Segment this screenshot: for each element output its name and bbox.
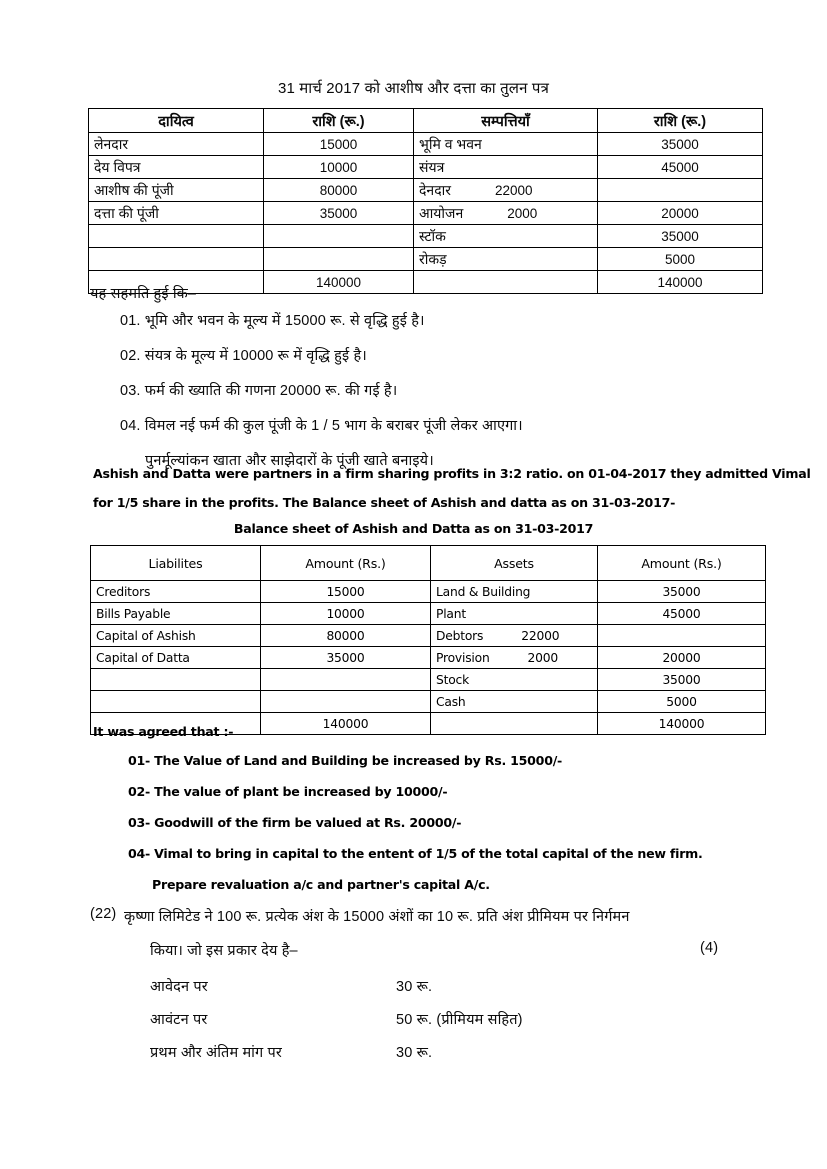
cell-asset-amount: 20000 <box>598 647 766 669</box>
table-header-row <box>91 546 766 581</box>
cell-liability: लेनदार <box>89 133 264 156</box>
question-22-number: (22) <box>90 906 117 922</box>
cell-asset <box>414 248 598 271</box>
question-22-marks: (4) <box>700 940 719 956</box>
cell-asset-label: Plant <box>436 606 466 621</box>
english-list-item-3: 03- Goodwill of the firm be valued at Rs. 20000/- <box>128 815 462 830</box>
hindi-balance-sheet-table <box>88 108 763 294</box>
cell-asset-amount: 45000 <box>598 156 763 179</box>
cell-liability-amount: 15000 <box>261 581 431 603</box>
col-header-assets-amount: Amount (Rs.) <box>598 546 766 581</box>
hindi-list-item-4: 04. विमल नई फर्म की कुल पूंजी के 1 / 5 भाग के बराबर पूंजी लेकर आएगा। <box>120 418 523 434</box>
cell-liability: Capital of Ashish <box>91 625 261 647</box>
col-header-liability-amount: राशि (रू.) <box>264 109 414 133</box>
schedule-label-first-final-call: प्रथम और अंतिम मांग पर <box>150 1045 282 1061</box>
cell-asset <box>431 713 598 735</box>
question-22-line-1: कृष्णा लिमिटेड ने 100 रू. प्रत्येक अंश के 15000 अंशों का 10 रू. प्रति अंश प्रीमियम पर निर्गमन <box>124 909 630 925</box>
hindi-agreement-intro: यह सहमति हुई कि– <box>90 286 197 302</box>
cell-liability-amount: 80000 <box>261 625 431 647</box>
cell-asset-amount: 35000 <box>598 225 763 248</box>
col-header-assets-amount: राशि (रू.) <box>598 109 763 133</box>
cell-asset-label: Cash <box>436 694 466 709</box>
hindi-balance-sheet-title: 31 मार्च 2017 को आशीष और दत्ता का तुलन पत्र <box>277 80 550 97</box>
col-header-liabilities: Liabilites <box>91 546 261 581</box>
hindi-list-item-3: 03. फर्म की ख्याति की गणना 20000 रू. की गई है। <box>120 383 398 399</box>
col-header-assets: Assets <box>431 546 598 581</box>
cell-asset <box>414 225 598 248</box>
table-row <box>89 248 763 271</box>
cell-asset <box>431 691 598 713</box>
schedule-label-allotment: आवंटन पर <box>150 1012 208 1028</box>
table-row <box>89 133 763 156</box>
cell-asset-label: Debtors <box>436 628 484 643</box>
cell-liability-amount <box>264 225 414 248</box>
english-agreement-intro: It was agreed that :- <box>93 724 234 739</box>
cell-liability <box>91 669 261 691</box>
table-row <box>91 647 766 669</box>
cell-liability-total: 140000 <box>261 713 431 735</box>
table-row <box>91 581 766 603</box>
cell-asset-label: रोकड़ <box>419 250 447 267</box>
cell-asset <box>431 603 598 625</box>
cell-asset-label: Provision <box>436 650 490 665</box>
col-header-liability: दायित्व <box>89 109 264 133</box>
cell-asset <box>431 647 598 669</box>
cell-asset <box>414 271 598 294</box>
cell-asset-amount <box>598 179 763 202</box>
cell-liability: दत्ता की पूंजी <box>89 202 264 225</box>
schedule-value-first-final-call: 30 रू. <box>396 1045 433 1061</box>
cell-liability: Bills Payable <box>91 603 261 625</box>
cell-liability-amount <box>261 669 431 691</box>
cell-asset-amount: 35000 <box>598 133 763 156</box>
english-paragraph-line-2: for 1/5 share in the profits. The Balance sheet of Ashish and datta as on 31-03-2017- <box>93 495 676 510</box>
col-header-assets: सम्पत्तियाँ <box>414 109 598 133</box>
cell-asset-amount <box>598 625 766 647</box>
cell-asset-subvalue: 22000 <box>495 182 533 198</box>
cell-liability <box>91 691 261 713</box>
cell-liability-amount <box>264 248 414 271</box>
hindi-list-item-2: 02. संयत्र के मूल्य में 10000 रू में वृद्धि हुई है। <box>120 348 367 364</box>
english-balance-sheet-title: Balance sheet of Ashish and Datta as on 31-03-2017 <box>233 521 594 536</box>
cell-asset-amount: 45000 <box>598 603 766 625</box>
cell-asset <box>414 202 598 225</box>
cell-liability <box>89 248 264 271</box>
schedule-label-application: आवेदन पर <box>150 979 208 995</box>
cell-asset-label: भूमि व भवन <box>419 135 482 152</box>
cell-asset <box>414 179 598 202</box>
cell-liability: देय विपत्र <box>89 156 264 179</box>
table-row <box>89 156 763 179</box>
cell-liability-amount: 35000 <box>264 202 414 225</box>
cell-asset-amount: 20000 <box>598 202 763 225</box>
english-list-item-2: 02- The value of plant be increased by 10000/- <box>128 784 448 799</box>
cell-asset <box>414 133 598 156</box>
cell-asset-subvalue: 2000 <box>507 205 538 221</box>
cell-asset-total: 140000 <box>598 271 763 294</box>
cell-asset <box>431 581 598 603</box>
cell-asset <box>431 669 598 691</box>
english-list-item-1: 01- The Value of Land and Building be increased by Rs. 15000/- <box>128 753 563 768</box>
english-list-item-4: 04- Vimal to bring in capital to the entent of 1/5 of the total capital of the new firm. <box>128 846 703 861</box>
cell-asset-label: आयोजन <box>419 204 464 221</box>
table-row <box>91 669 766 691</box>
cell-asset-subvalue: 22000 <box>521 628 560 643</box>
cell-liability: Creditors <box>91 581 261 603</box>
schedule-value-allotment: 50 रू. (प्रीमियम सहित) <box>396 1012 523 1028</box>
table-header-row <box>89 109 763 133</box>
cell-asset-label: Land & Building <box>436 584 531 599</box>
col-header-liability-amount: Amount (Rs.) <box>261 546 431 581</box>
cell-liability-amount <box>261 691 431 713</box>
cell-liability-total: 140000 <box>264 271 414 294</box>
cell-asset-subvalue: 2000 <box>527 650 559 665</box>
schedule-value-application: 30 रू. <box>396 979 433 995</box>
cell-liability-amount: 15000 <box>264 133 414 156</box>
cell-asset-label: Stock <box>436 672 470 687</box>
cell-asset <box>414 156 598 179</box>
cell-liability: Capital of Datta <box>91 647 261 669</box>
hindi-list-item-1: 01. भूमि और भवन के मूल्य में 15000 रू. से वृद्धि हुई है। <box>120 313 425 329</box>
table-row <box>89 202 763 225</box>
cell-liability-amount: 80000 <box>264 179 414 202</box>
cell-asset-amount: 35000 <box>598 581 766 603</box>
table-row <box>89 225 763 248</box>
cell-asset-amount: 5000 <box>598 248 763 271</box>
cell-liability-amount: 10000 <box>264 156 414 179</box>
cell-asset-amount: 35000 <box>598 669 766 691</box>
cell-asset-label: स्टॉक <box>419 227 446 244</box>
cell-asset-label: संयत्र <box>419 158 445 175</box>
english-paragraph-line-1: Ashish and Datta were partners in a firm sharing profits in 3:2 ratio. on 01-04-2017 they admitted Vimal <box>93 466 811 481</box>
english-closing-instruction: Prepare revaluation a/c and partner's capital A/c. <box>152 877 490 892</box>
table-row <box>91 625 766 647</box>
cell-liability <box>89 225 264 248</box>
table-row <box>89 179 763 202</box>
cell-liability-amount: 35000 <box>261 647 431 669</box>
cell-asset-label: देनदार <box>419 181 451 198</box>
cell-liability-amount: 10000 <box>261 603 431 625</box>
cell-liability: आशीष की पूंजी <box>89 179 264 202</box>
english-balance-sheet-table <box>90 545 766 735</box>
table-row <box>91 603 766 625</box>
question-22-line-2: किया। जो इस प्रकार देय है– <box>150 943 298 959</box>
cell-asset <box>431 625 598 647</box>
table-row <box>91 691 766 713</box>
cell-asset-amount: 5000 <box>598 691 766 713</box>
cell-asset-total: 140000 <box>598 713 766 735</box>
hindi-closing-instruction: पुनर्मूल्यांकन खाता और साझेदारों के पूंजी खाते बनाइये। <box>145 453 434 469</box>
